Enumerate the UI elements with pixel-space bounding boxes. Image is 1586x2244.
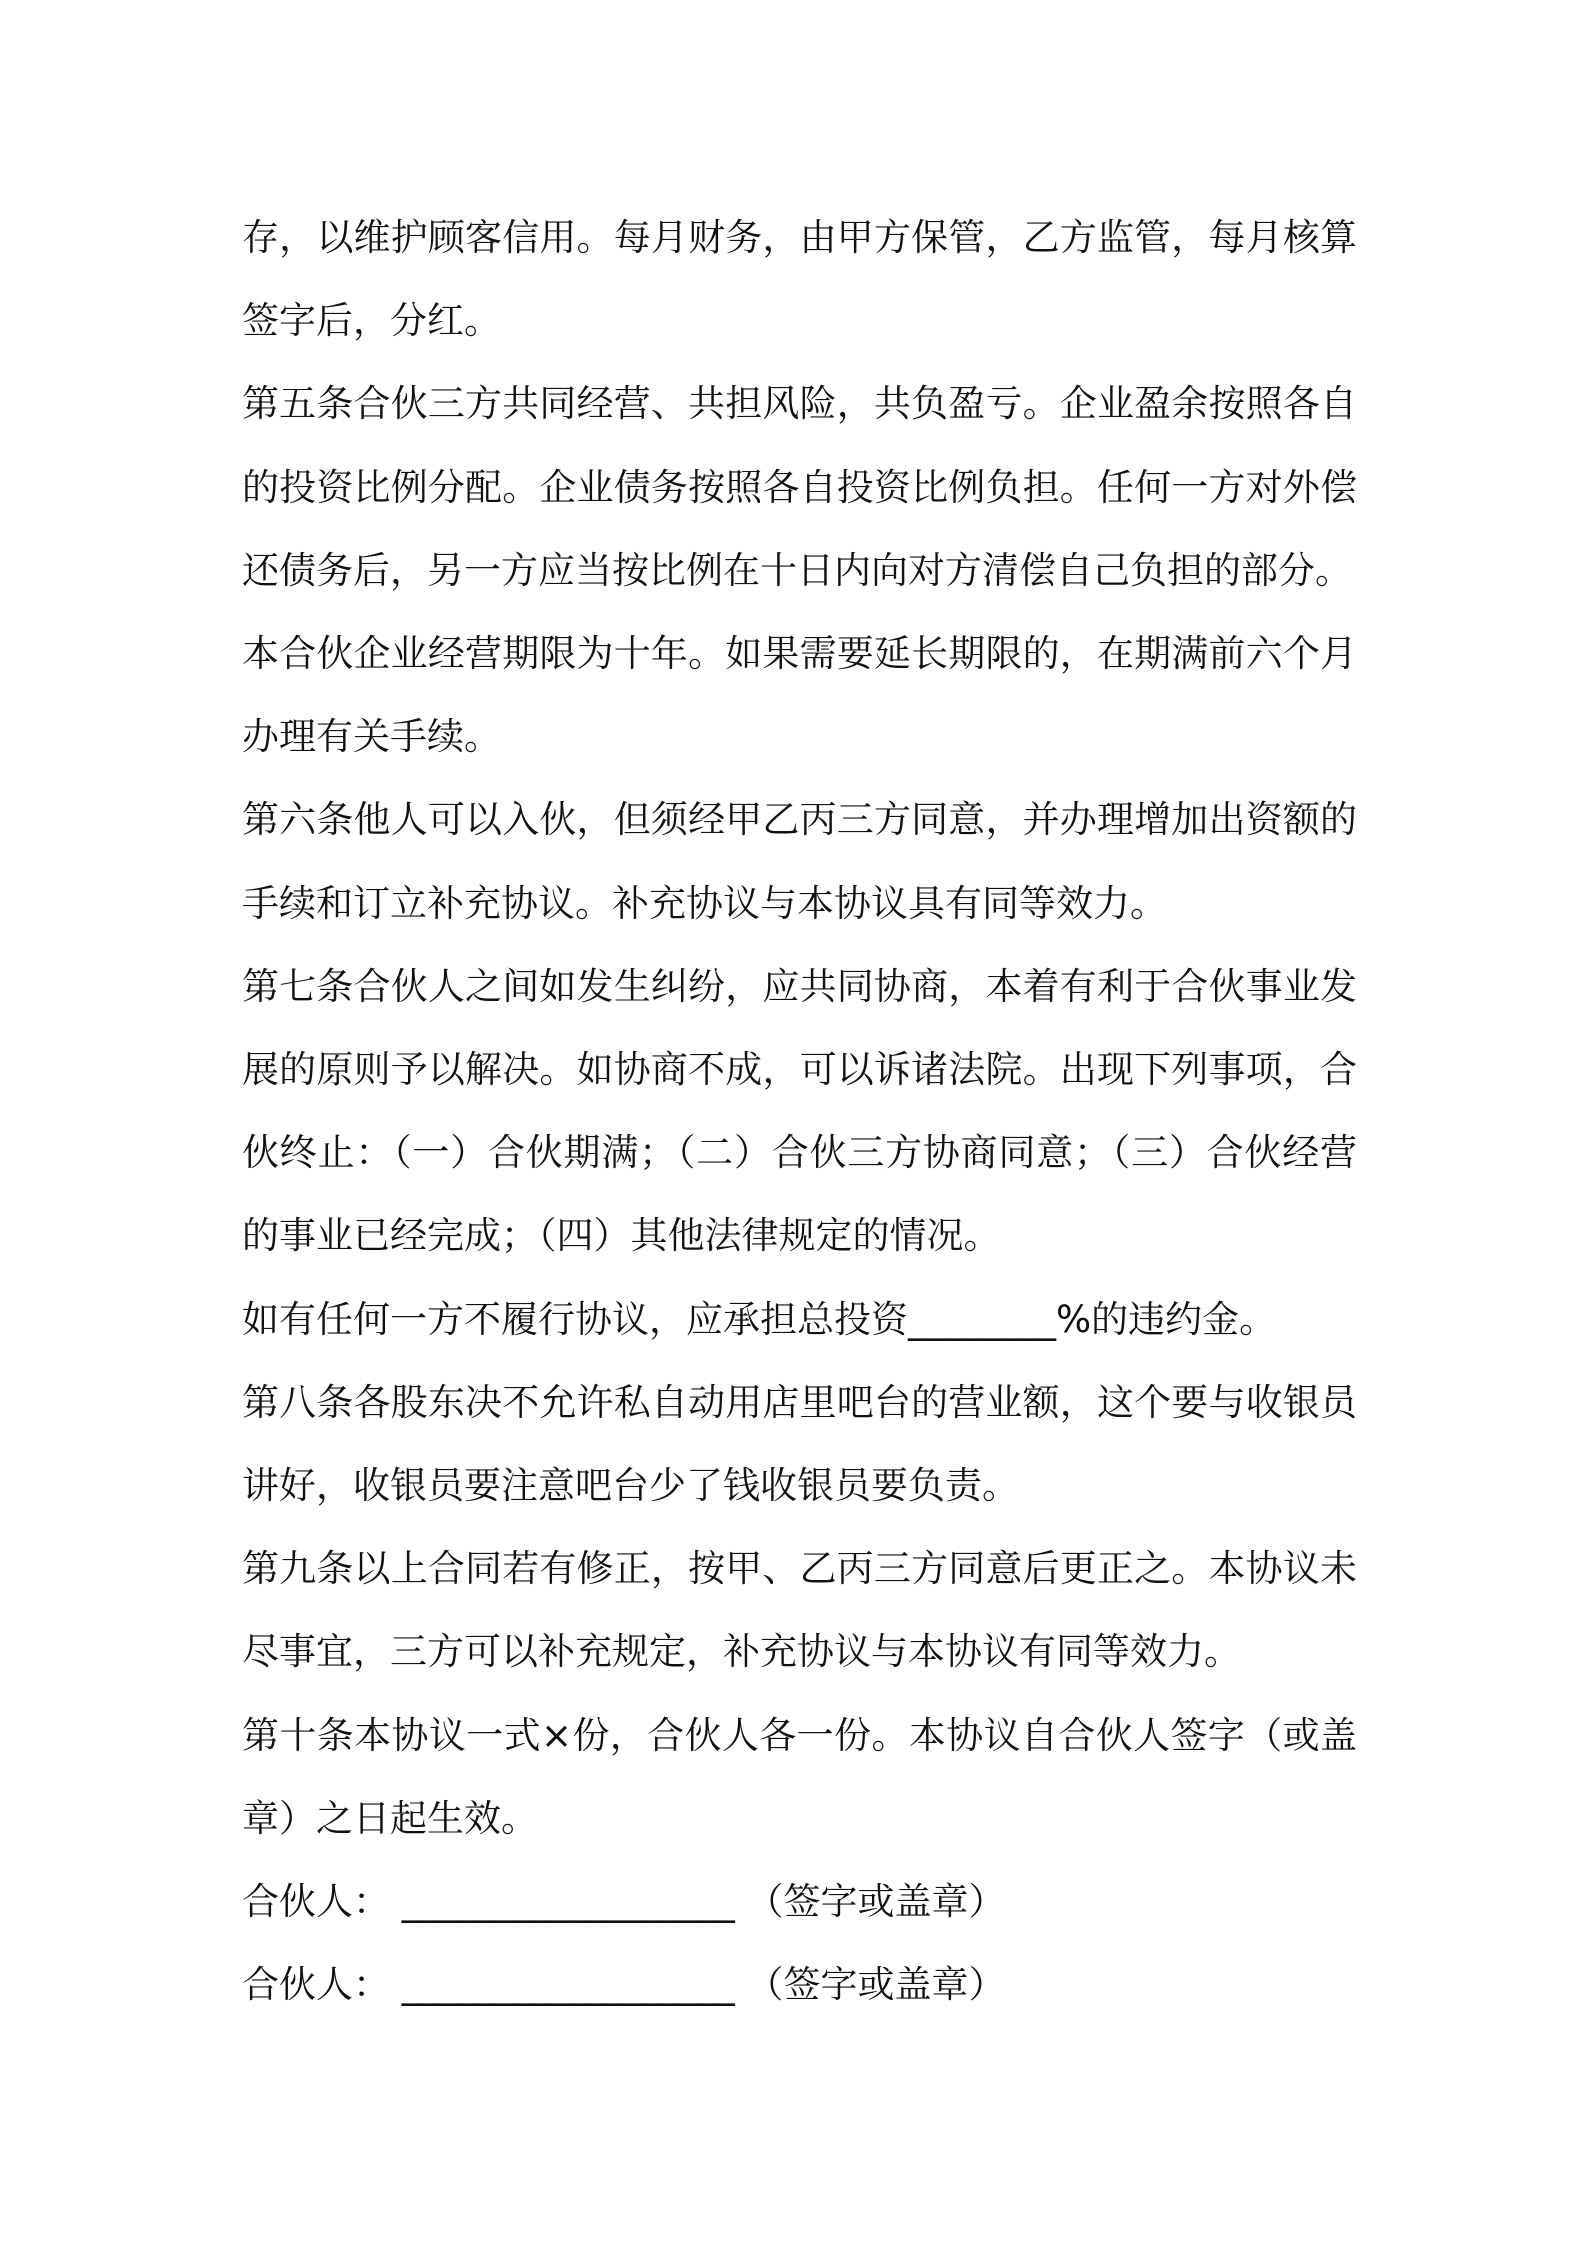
paragraph-penalty: 如有任何一方不履行协议，应承担总投资________%的违约金。 [242, 1297, 1277, 1341]
signature-line [242, 1943, 1357, 2026]
signature-blank: __________________ [401, 1880, 735, 1924]
signature-line [242, 1860, 1357, 1943]
document-body [242, 196, 1357, 2026]
signature-note: （签字或盖章） [746, 1880, 1006, 1924]
paragraph-article-6: 第六条他人可以入伙，但须经甲乙丙三方同意，并办理增加出资额的手续和订立补充协议。补充协议与本协议具有同等效力。 [242, 798, 1357, 925]
paragraph-article-5: 第五条合伙三方共同经营、共担风险，共负盈亏。企业盈余按照各自的投资比例分配。企业债务按照各自投资比例负担。任何一方对外偿还债务后，另一方应当按比例在十日内向对方清偿自己负担的部分。 [242, 382, 1357, 592]
paragraph-article-9: 第九条以上合同若有修正，按甲、乙丙三方同意后更正之。本协议未尽事宜，三方可以补充规定，补充协议与本协议有同等效力。 [242, 1547, 1357, 1674]
paragraph-article-7: 第七条合伙人之间如发生纠纷，应共同协商，本着有利于合伙事业发展的原则予以解决。如协商不成，可以诉诸法院。出现下列事项，合伙终止：（一）合伙期满；（二）合伙三方协商同意；（三）合伙经营的事业已经完成；（四）其他法律规定的情况。 [242, 964, 1357, 1258]
paragraph-article-8: 第八条各股东决不允许私自动用店里吧台的营业额，这个要与收银员讲好，收银员要注意吧台少了钱收银员要负责。 [242, 1380, 1357, 1508]
paragraph-article-10: 第十条本协议一式×份，合伙人各一份。本协议自合伙人签字（或盖章）之日起生效。 [242, 1713, 1357, 1840]
paragraph-term: 本合伙企业经营期限为十年。如果需要延长期限的，在期满前六个月办理有关手续。 [242, 632, 1357, 759]
signature-blank: __________________ [401, 1963, 735, 2007]
signature-label: 合伙人： [242, 1963, 390, 2007]
signature-label: 合伙人： [242, 1880, 390, 1924]
paragraph-storage-finance: 存，以维护顾客信用。每月财务，由甲方保管，乙方监管，每月核算签字后，分红。 [242, 216, 1357, 343]
signature-note: （签字或盖章） [746, 1963, 1006, 2007]
